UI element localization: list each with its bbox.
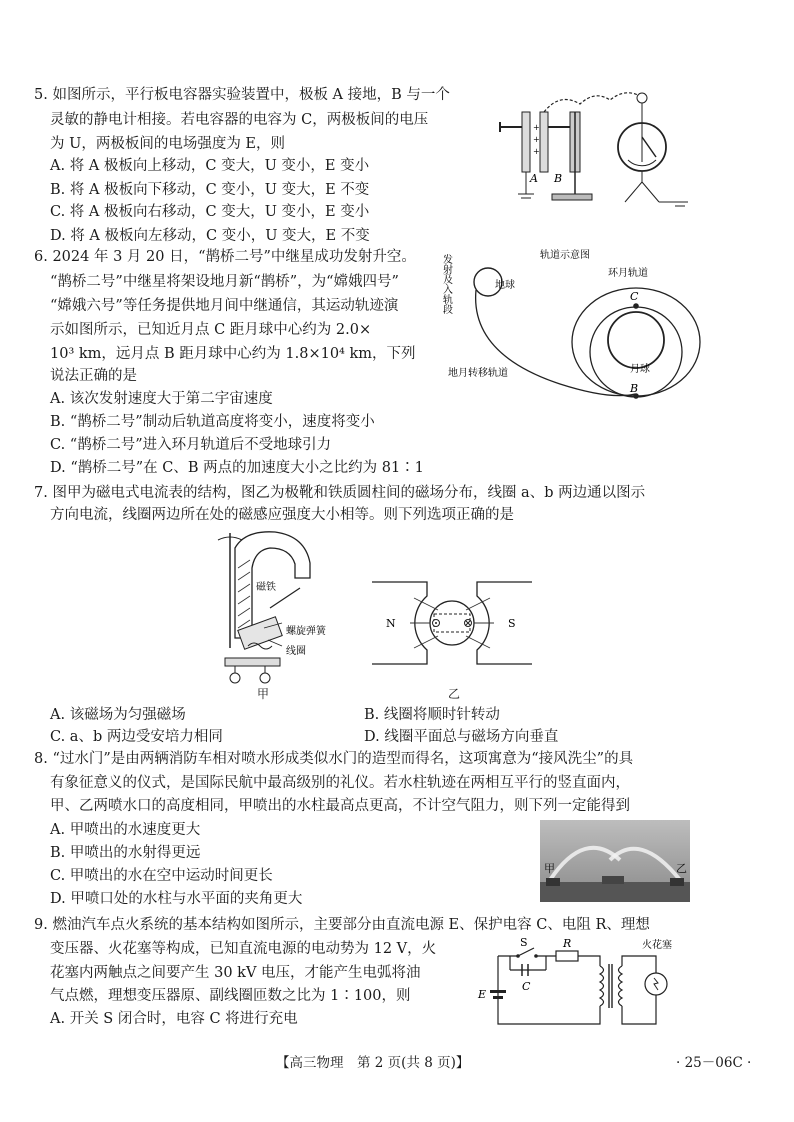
q8-option-b: B. 甲喷出的水射得更远 — [50, 845, 201, 861]
circuit-label-e: E — [478, 988, 487, 1001]
q6-option-b: B. “鹊桥二号”制动后轨道高度将变小，速度将变小 — [50, 414, 375, 430]
moon-label: 月球 — [630, 364, 650, 375]
q7-option-a: A. 该磁场为匀强磁场 — [50, 707, 186, 723]
q5-option-d: D. 将 A 极板向左移动，C 变小，U 变大，E 不变 — [50, 228, 370, 244]
q7-option-b: B. 线圈将顺时针转动 — [364, 707, 500, 723]
q6-stem-line-3: “嫦娥六号”等任务提供地月间中继通信，其运动轨迹演 — [50, 298, 399, 314]
magnet-label: 磁铁 — [256, 582, 276, 593]
q5-stem-line-3: 为 U，两极板间的电场强度为 E，则 — [50, 136, 286, 152]
orbit-figure-title: 轨道示意图 — [540, 250, 590, 261]
q5-stem-line-1: 5. 如图所示，平行板电容器实验装置中，极板 A 接地，B 与一个 — [34, 87, 450, 103]
q6-stem-line-5: 10³ km，远月点 B 距月球中心约为 1.8×10⁴ km，下列 — [50, 346, 416, 362]
svg-text:+: + — [533, 135, 540, 144]
q9-stem-line-4: 气点燃，理想变压器原、副线圈匝数之比为 1∶100，则 — [50, 988, 411, 1004]
capacitor-electroscope-figure — [500, 82, 700, 217]
q5-figure-label-a: A — [530, 172, 538, 185]
q6-stem-line-1: 6. 2024 年 3 月 20 日，“鹊桥二号”中继星成功发射升空。 — [34, 249, 416, 265]
q5-figure-label-b: B — [554, 172, 563, 185]
orbit-diagram-figure — [440, 244, 700, 404]
figure-caption-yi: 乙 — [448, 687, 461, 701]
q8-stem-line-2: 有象征意义的仪式，是国际民航中最高级别的礼仪。若水柱轨迹在两相互平行的竖直面内， — [50, 775, 630, 791]
q5-option-b: B. 将 A 极板向下移动，C 变小，U 变大，E 不变 — [50, 182, 370, 198]
q7-stem-line-2: 方向电流，线圈两边所在处的磁感应强度大小相等。则下列选项正确的是 — [50, 507, 514, 523]
page-footer-info: 【高三物理 第 2 页(共 8 页)】 — [276, 1055, 470, 1071]
q8-stem-line-3: 甲、乙两喷水口的高度相同，甲喷出的水柱最高点更高，不计空气阻力，则下列一定能得到 — [50, 798, 630, 814]
q9-stem-line-1: 9. 燃油汽车点火系统的基本结构如图所示，主要部分由直流电源 E、保护电容 C、电阻 R、理想 — [34, 917, 650, 933]
q8-stem-line-1: 8. “过水门”是由两辆消防车相对喷水形成类似水门的造型而得名，这项寓意为“接风洗尘”的具 — [34, 751, 634, 767]
water-gate-photo — [540, 820, 690, 902]
transfer-orbit-label: 地月转移轨道 — [448, 368, 508, 379]
q5-option-a: A. 将 A 极板向上移动，C 变大，U 变小，E 变小 — [50, 158, 370, 174]
earth-label: 地球 — [495, 280, 515, 291]
circuit-label-r: R — [563, 937, 572, 950]
q7-option-d: D. 线圈平面总与磁场方向垂直 — [364, 729, 559, 745]
q8-option-d: D. 甲喷口处的水柱与水平面的夹角更大 — [50, 891, 303, 907]
page-footer-code: · 25－06C · — [676, 1055, 752, 1071]
spring-label: 螺旋弹簧 — [286, 626, 326, 637]
coil-label: 线圈 — [286, 646, 306, 657]
q5-option-c: C. 将 A 极板向右移动，C 变大，U 变小，E 变小 — [50, 204, 370, 220]
circuit-label-c: C — [522, 980, 531, 993]
q6-stem-line-2: “鹊桥二号”中继星将架设地月新“鹊桥”，为“嫦娥四号” — [50, 274, 399, 290]
q9-stem-line-2: 变压器、火花塞等构成，已知直流电源的电动势为 12 V，火 — [50, 941, 437, 957]
q6-option-c: C. “鹊桥二号”进入环月轨道后不受地球引力 — [50, 437, 332, 453]
q8-option-c: C. 甲喷出的水在空中运动时间更长 — [50, 868, 273, 884]
figure-caption-jia: 甲 — [257, 687, 270, 701]
photo-label-yi: 乙 — [676, 862, 687, 875]
spark-plug-label: 火花塞 — [642, 940, 672, 951]
lunar-orbit-label: 环月轨道 — [608, 268, 648, 279]
q8-option-a: A. 甲喷出的水速度更大 — [50, 822, 201, 838]
q6-stem-line-6: 说法正确的是 — [50, 368, 137, 384]
q7-stem-line-1: 7. 图甲为磁电式电流表的结构，图乙为极靴和铁质圆柱间的磁场分布，线圈 a、b 两边通以图示 — [34, 485, 646, 501]
q6-stem-line-4: 示如图所示，已知近月点 C 距月球中心约为 2.0× — [50, 322, 372, 338]
point-c-label: C — [630, 290, 639, 303]
q6-option-a: A. 该次发射速度大于第二宇宙速度 — [50, 391, 273, 407]
circuit-label-s: S — [520, 936, 528, 949]
q6-option-d: D. “鹊桥二号”在 C、B 两点的加速度大小之比约为 81∶1 — [50, 460, 424, 476]
point-b-label: B — [630, 382, 639, 395]
svg-text:+: + — [533, 123, 540, 132]
q9-stem-line-3: 花塞内两触点之间要产生 30 kV 电压，才能产生电弧将油 — [50, 965, 421, 981]
svg-text:+: + — [533, 147, 540, 156]
north-pole-label: N — [386, 617, 396, 630]
photo-label-jia: 甲 — [544, 862, 555, 875]
galvanometer-structure-figure — [200, 528, 326, 698]
south-pole-label: S — [508, 617, 516, 630]
q5-stem-line-2: 灵敏的静电计相接。若电容器的电容为 C，两极板间的电压 — [50, 112, 429, 128]
radial-field-figure — [372, 578, 532, 668]
q9-option-a: A. 开关 S 闭合时，电容 C 将进行充电 — [50, 1011, 298, 1027]
ignition-circuit-figure — [470, 936, 695, 1032]
q7-option-c: C. a、b 两边受安培力相同 — [50, 729, 223, 745]
launch-segment-label: 发射及入轨段 — [440, 254, 452, 314]
